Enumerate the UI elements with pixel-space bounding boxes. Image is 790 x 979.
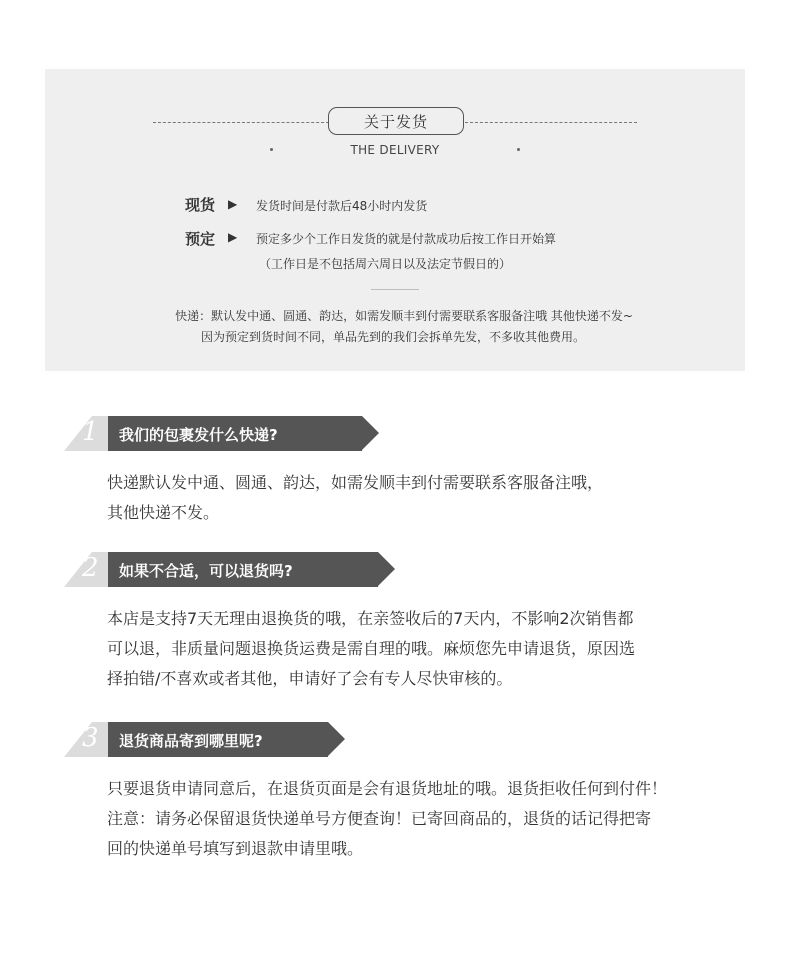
faq-header-3 (64, 722, 336, 757)
faq-question: 我们的包裹发什么快递? (119, 426, 278, 444)
faq-header-1 (64, 416, 336, 451)
faq-question: 退货商品寄到哪里呢? (119, 732, 263, 750)
answer-line: 只要退货申请同意后，在退货页面是会有退货地址的哦。退货拒收任何到付件！ (107, 779, 668, 798)
bar-arrow-tip (378, 552, 395, 586)
answer-line: 本店是支持7天无理由退换货的哦，在亲签收后的7天内，不影响2次销售都 (107, 609, 634, 628)
answer-line: 可以退，非质量问题退换货运费是需自理的哦。麻烦您先申请退货，原因选 (107, 639, 636, 658)
bar-arrow-tip (328, 722, 345, 756)
faq-header-2 (64, 552, 336, 587)
faq-answer-2 (107, 604, 747, 694)
answer-line: 快递默认发中通、圆通、韵达，如需发顺丰到付需要联系客服备注哦， (107, 473, 604, 492)
answer-line: 其他快递不发。 (107, 503, 220, 522)
play-arrow-icon: ▶ (228, 197, 238, 211)
title-divider-left (153, 122, 329, 123)
in-stock-text: 发货时间是付款后48小时内发货 (256, 199, 428, 213)
preorder-label: 预定 (185, 230, 216, 248)
courier-info-line-1: 快递：默认发中通、圆通、韵达，如需发顺丰到付需要联系客服备注哦 其他快递不发~ (175, 309, 633, 323)
decorative-dot-right (517, 148, 520, 151)
delivery-info-panel (45, 69, 745, 371)
preorder-text: 预定多少个工作日发货的就是付款成功后按工作日开始算 (256, 232, 557, 246)
delivery-title: 关于发货 (328, 107, 464, 135)
faq-question: 如果不合适，可以退货吗? (119, 562, 293, 580)
faq-number: 1 (82, 417, 99, 447)
faq-number: 2 (82, 553, 99, 583)
in-stock-label: 现货 (185, 196, 216, 214)
courier-info-line-2: 因为预定到货时间不同，单品先到的我们会拆单先发，不多收其他费用。 (200, 330, 585, 344)
play-arrow-icon: ▶ (228, 230, 238, 244)
title-divider-right (465, 122, 637, 123)
faq-answer-1 (107, 468, 747, 528)
section-divider (371, 289, 419, 290)
answer-line: 回的快递单号填写到退款申请里哦。 (107, 839, 364, 858)
faq-answer-3 (107, 774, 747, 864)
workday-note: （工作日是不包括周六周日以及法定节假日的） (259, 257, 512, 271)
bar-arrow-tip (362, 416, 379, 450)
answer-line: 择拍错/不喜欢或者其他，申请好了会有专人尽快审核的。 (107, 669, 513, 688)
faq-number: 3 (82, 723, 99, 753)
delivery-subtitle: THE DELIVERY (350, 143, 440, 157)
answer-line: 注意：请务必保留退货快递单号方便查询！已寄回商品的，退货的话记得把寄 (107, 809, 652, 828)
